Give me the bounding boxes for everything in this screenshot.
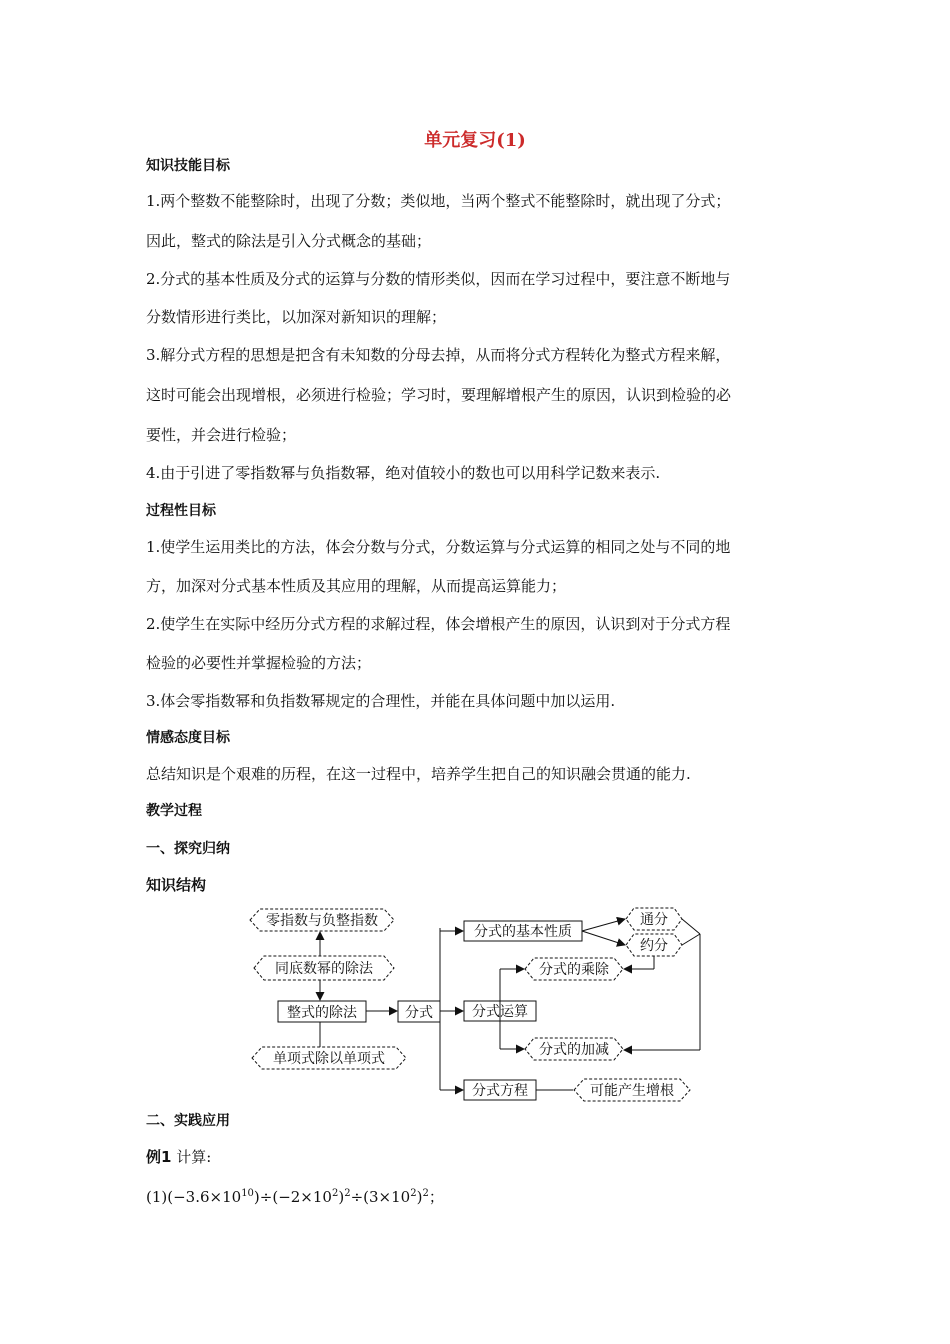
formula-line (146, 1186, 444, 1207)
section-heading-knowledge-skills: 知识技能目标 (146, 158, 230, 174)
fraction-label: 分式 (405, 1005, 433, 1021)
section-heading-attitude: 情感态度目标 (146, 730, 230, 746)
formula-part: ) (338, 1188, 345, 1206)
operation-label: 分式运算 (472, 1004, 528, 1020)
add-sub-label: 分式的加减 (539, 1042, 609, 1058)
formula-exponent: 2 (422, 1188, 429, 1199)
formula-part: )÷(−2×10 (253, 1188, 332, 1206)
paragraph-line: 2.使学生在实际中经历分式方程的求解过程，体会增根产生的原因，认识到对于分式方程 (146, 615, 731, 633)
equation-label: 分式方程 (472, 1083, 528, 1099)
paragraph-line: 1.使学生运用类比的方法，体会分数与分式，分数运算与分式运算的相同之处与不同的地 (146, 538, 731, 556)
paragraph-line: 4.由于引进了零指数幂与负指数幂，绝对值较小的数也可以用科学记数来表示. (146, 464, 661, 482)
example-label: 例1 (146, 1148, 172, 1166)
page-title: 单元复习(1) (424, 130, 526, 151)
section-heading-knowledge-structure: 知识结构 (146, 876, 207, 894)
formula-part: ÷(3×10 (350, 1188, 411, 1206)
formula-exponent: 2 (410, 1188, 417, 1199)
paragraph-line: 因此，整式的除法是引入分式概念的基础； (146, 232, 432, 250)
paragraph-line: 分数情形进行类比，以加深对新知识的理解； (146, 308, 447, 326)
reduce-label: 约分 (640, 938, 668, 954)
paragraph-line: 要性，并会进行检验； (146, 426, 297, 444)
formula-exponent: 2 (344, 1188, 351, 1199)
section-heading-practice: 二、实践应用 (146, 1113, 230, 1129)
formula-part: ； (428, 1188, 444, 1206)
same-base-div-label: 同底数幂的除法 (275, 961, 373, 977)
paragraph-line: 总结知识是个艰难的历程，在这一过程中，培养学生把自己的知识融会贯通的能力. (146, 765, 691, 783)
extraneous-root-label: 可能产生增根 (590, 1083, 674, 1099)
mul-div-label: 分式的乘除 (539, 962, 609, 978)
paragraph-line: 这时可能会出现增根，必须进行检验；学习时，要理解增根产生的原因，认识到检验的必 (146, 386, 732, 404)
zero-neg-exp-label: 零指数与负整指数 (266, 913, 378, 929)
paragraph-line: 3.解分式方程的思想是把含有未知数的分母去掉，从而将分式方程转化为整式方程来解， (146, 346, 731, 364)
formula-exponent: 2 (331, 1188, 339, 1199)
example-text: 计算: (176, 1148, 212, 1166)
paragraph-line: 方，加深对分式基本性质及其应用的理解，从而提高运算能力； (146, 577, 567, 595)
poly-div-label: 整式的除法 (287, 1005, 357, 1021)
section-heading-teaching-process: 教学过程 (146, 803, 202, 819)
formula-part: (1)(−3.6×10 (146, 1188, 242, 1206)
mono-div-label: 单项式除以单项式 (273, 1051, 385, 1067)
common-denominator-label: 通分 (640, 912, 668, 928)
formula-part: ) (416, 1188, 423, 1206)
section-heading-explore: 一、探究归纳 (146, 841, 230, 857)
section-heading-process: 过程性目标 (146, 503, 216, 519)
paragraph-line: 3.体会零指数幂和负指数幂规定的合理性，并能在具体问题中加以运用. (146, 692, 616, 710)
paragraph-line: 1.两个整数不能整除时，出现了分数；类似地，当两个整式不能整除时，就出现了分式； (146, 192, 731, 210)
paragraph-line: 2.分式的基本性质及分式的运算与分数的情形类似，因而在学习过程中，要注意不断地与 (146, 270, 731, 288)
knowledge-structure-diagram (240, 900, 720, 1110)
basic-property-label: 分式的基本性质 (474, 924, 572, 940)
paragraph-line: 检验的必要性并掌握检验的方法； (146, 654, 372, 672)
example-row (146, 1146, 211, 1167)
formula-exponent: 10 (241, 1188, 254, 1199)
